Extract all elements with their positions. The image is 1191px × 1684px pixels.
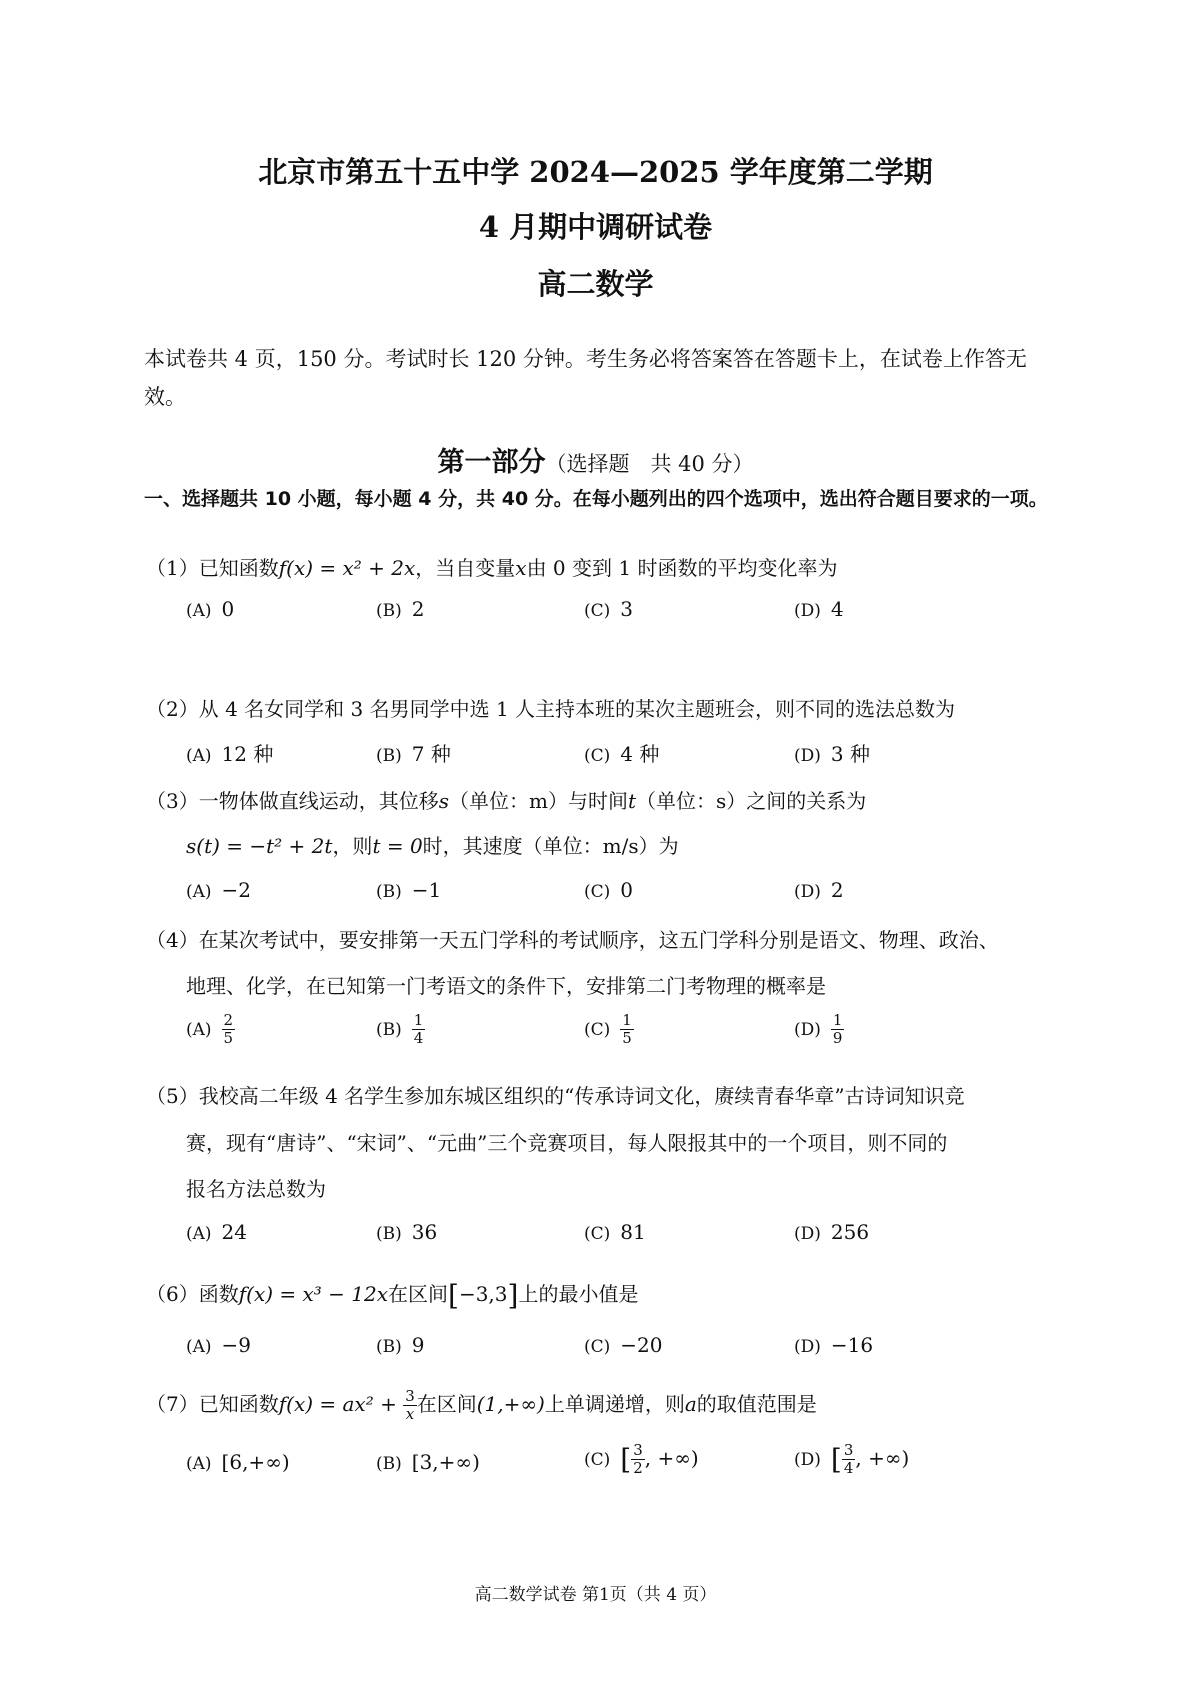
option-label: (D) [794,1337,821,1357]
question-number: （5） [146,1084,199,1108]
option-value: 3 种 [830,742,870,766]
question-7 [146,1388,817,1423]
option-value: 81 [620,1220,646,1244]
exam-subject: 高二数学 [537,267,654,301]
question-number: （4） [146,928,199,952]
exam-instructions: 本试卷共 4 页，150 分。考试时长 120 分钟。考生务必将答案答在答题卡上，在试卷上作答无效。 [144,347,1027,409]
q1-text: 已知函数 [198,556,279,580]
q3-math: s(t) = −t² + 2t [186,834,333,858]
exam-name: 4 月期中调研试卷 [478,210,713,244]
q7-text: 的取值范围是 [696,1392,817,1416]
denominator: 4 [843,1459,854,1477]
part1-heading [0,440,1191,479]
q4-option-a [186,1012,235,1047]
option-label: (D) [794,1450,821,1470]
question-number: （3） [146,789,199,813]
option-value: 3 [620,597,634,621]
q5-option-d [794,1220,869,1244]
q7-function: f(x) = ax² + [278,1392,404,1416]
question-5-line3: 报名方法总数为 [186,1177,326,1201]
question-4-line2: 地理、化学，在已知第一门考语文的条件下，安排第二门考物理的概率是 [186,974,826,998]
q4-text: 在某次考试中，要安排第一天五门学科的考试顺序，这五门学科分别是语文、物理、政治、 [198,928,999,952]
option-label: (C) [584,1020,611,1040]
q2-option-d [794,738,870,767]
q1-option-a [186,597,234,621]
left-bracket: [ [830,1442,842,1476]
right-bracket: ] [507,1278,519,1312]
question-1 [146,552,837,581]
option-label: (D) [794,1224,821,1244]
q6-text: 函数 [198,1282,239,1306]
q3-option-b [376,878,441,902]
denominator: x [405,1405,415,1423]
q4-option-b [376,1012,425,1047]
q1-option-c [584,597,633,621]
option-value: 2 [411,597,425,621]
question-number: （6） [146,1282,199,1306]
q7-option-c [584,1442,699,1477]
option-value: 9 [411,1333,425,1357]
numerator: 2 [223,1011,234,1029]
q3-option-d [794,878,844,902]
q7-param: a [684,1392,697,1416]
option-value: [6,+∞) [221,1450,290,1474]
denominator: 2 [633,1459,643,1477]
q5-text: 我校高二年级 4 名学生参加东城区组织的“传承诗词文化，赓续青春华章”古诗词知识竞 [198,1084,965,1108]
q3-option-c [584,878,633,902]
option-label: (B) [376,1337,402,1357]
q1-function: f(x) = x² + 2x [278,556,416,580]
q7-text: 在区间 [416,1392,477,1416]
q2-option-b [376,738,451,767]
q2-text: 从 4 名女同学和 3 名男同学中选 1 人主持本班的某次主题班会，则不同的选法总数为 [198,697,956,721]
question-number: （2） [146,697,199,721]
question-3 [146,785,866,814]
option-value: 256 [830,1220,870,1244]
part1-title: 第一部分 [437,447,546,478]
fraction [620,1012,634,1047]
option-value: , +∞) [644,1446,699,1470]
q5-option-b [376,1220,437,1244]
option-label: (A) [186,746,212,766]
q7-text: 已知函数 [198,1392,279,1416]
option-value: 0 [620,878,634,902]
question-5-line2: 赛，现有“唐诗”、“宋词”、“元曲”三个竞赛项目，每人限报其中的一个项目，则不同的 [186,1131,948,1155]
option-label: (B) [376,1020,402,1040]
exam-school-title: 北京市第五十五中学 2024—2025 学年度第二学期 [258,155,933,189]
option-label: (C) [584,601,611,621]
option-label: (D) [794,1020,821,1040]
q5-option-a [186,1220,247,1244]
option-label: (A) [186,601,212,621]
option-value: , +∞) [855,1446,910,1470]
option-value: 7 种 [411,742,451,766]
q4-option-d [794,1012,844,1047]
option-label: (D) [794,882,821,902]
denominator: 5 [622,1029,632,1047]
option-label: (C) [584,882,611,902]
numerator: 3 [405,1387,415,1405]
fraction [631,1442,645,1477]
left-bracket: [ [448,1278,459,1312]
left-bracket: [ [620,1442,632,1476]
option-value: −9 [221,1333,252,1357]
question-number: （1） [146,556,199,580]
option-value: 4 种 [620,742,660,766]
option-label: (C) [584,1224,611,1244]
denominator: 5 [223,1029,234,1047]
option-label: (C) [584,1450,611,1470]
denominator: 4 [413,1029,424,1047]
q6-option-b [376,1333,425,1357]
option-value: 2 [830,878,844,902]
q6-text: 上的最小值是 [518,1282,639,1306]
question-2 [146,693,955,722]
q4-option-c [584,1012,634,1047]
fraction [842,1442,856,1477]
fraction [403,1388,417,1423]
q3-text: ，则 [332,834,373,858]
numerator: 3 [633,1441,643,1459]
q6-function: f(x) = x³ − 12x [238,1282,388,1306]
q7-interval: (1,+∞) [476,1392,545,1416]
q7-option-d [794,1442,909,1477]
denominator: 9 [832,1029,843,1047]
q2-option-a [186,738,273,767]
option-value: −20 [620,1333,663,1357]
option-label: (A) [186,1020,212,1040]
q3-math: t [627,789,637,813]
q5-option-c [584,1220,646,1244]
q2-option-c [584,738,659,767]
q3-option-a [186,878,251,902]
option-label: (A) [186,882,212,902]
option-value: 12 种 [221,742,274,766]
option-label: (B) [376,882,402,902]
option-value: 36 [411,1220,438,1244]
option-label: (A) [186,1337,212,1357]
fraction [831,1012,845,1047]
q6-option-a [186,1333,251,1357]
option-label: (D) [794,746,821,766]
q6-text: 在区间 [388,1282,448,1306]
q3-text: 时，其速度（单位：m/s）为 [422,834,679,858]
option-value: 24 [221,1220,247,1244]
q6-option-c [584,1333,663,1357]
page-footer: 高二数学试卷 第1页（共 4 页） [474,1585,717,1605]
question-number: （7） [146,1392,199,1416]
q7-option-a [186,1450,290,1474]
question-3-line2 [186,830,679,859]
question-5 [146,1080,965,1109]
q1-option-d [794,597,844,621]
q6-interval: −3,3 [458,1282,508,1306]
question-6 [146,1278,639,1312]
option-label: (B) [376,1454,402,1474]
option-label: (A) [186,1454,212,1474]
option-label: (D) [794,601,821,621]
option-label: (B) [376,746,402,766]
q3-text: （单位：m）与时间 [449,789,628,813]
option-label: (C) [584,1337,611,1357]
q1-text: ，当自变量 [415,556,516,580]
q1-option-b [376,597,425,621]
option-value: −16 [830,1333,874,1357]
option-label: (A) [186,1224,212,1244]
q3-text: （单位：s）之间的关系为 [636,789,867,813]
option-value: [3,+∞) [411,1450,480,1474]
option-value: −1 [411,878,442,902]
q3-math: s [438,789,449,813]
q3-math: t = 0 [372,834,423,858]
q1-text: 由 0 变到 1 时函数的平均变化率为 [526,556,838,580]
numerator: 3 [843,1441,854,1459]
numerator: 1 [413,1011,424,1029]
option-value: 4 [830,597,844,621]
q7-text: 上单调递增，则 [544,1392,685,1416]
q1-variable: x [515,556,527,580]
q3-text: 一物体做直线运动，其位移 [198,789,439,813]
numerator: 1 [832,1011,843,1029]
question-4 [146,924,999,953]
q7-option-b [376,1450,480,1474]
option-value: −2 [221,878,252,902]
numerator: 1 [622,1011,632,1029]
option-label: (B) [376,601,402,621]
part1-instruction: 一、选择题共 10 小题，每小题 4 分，共 40 分。在每小题列出的四个选项中，选出符合题目要求的一项。 [144,488,1048,510]
option-label: (B) [376,1224,402,1244]
part1-subtitle: （选择题 共 40 分） [545,452,754,476]
option-value: 0 [221,597,235,621]
q6-option-d [794,1333,873,1357]
fraction [222,1012,236,1047]
fraction [412,1012,426,1047]
option-label: (C) [584,746,611,766]
